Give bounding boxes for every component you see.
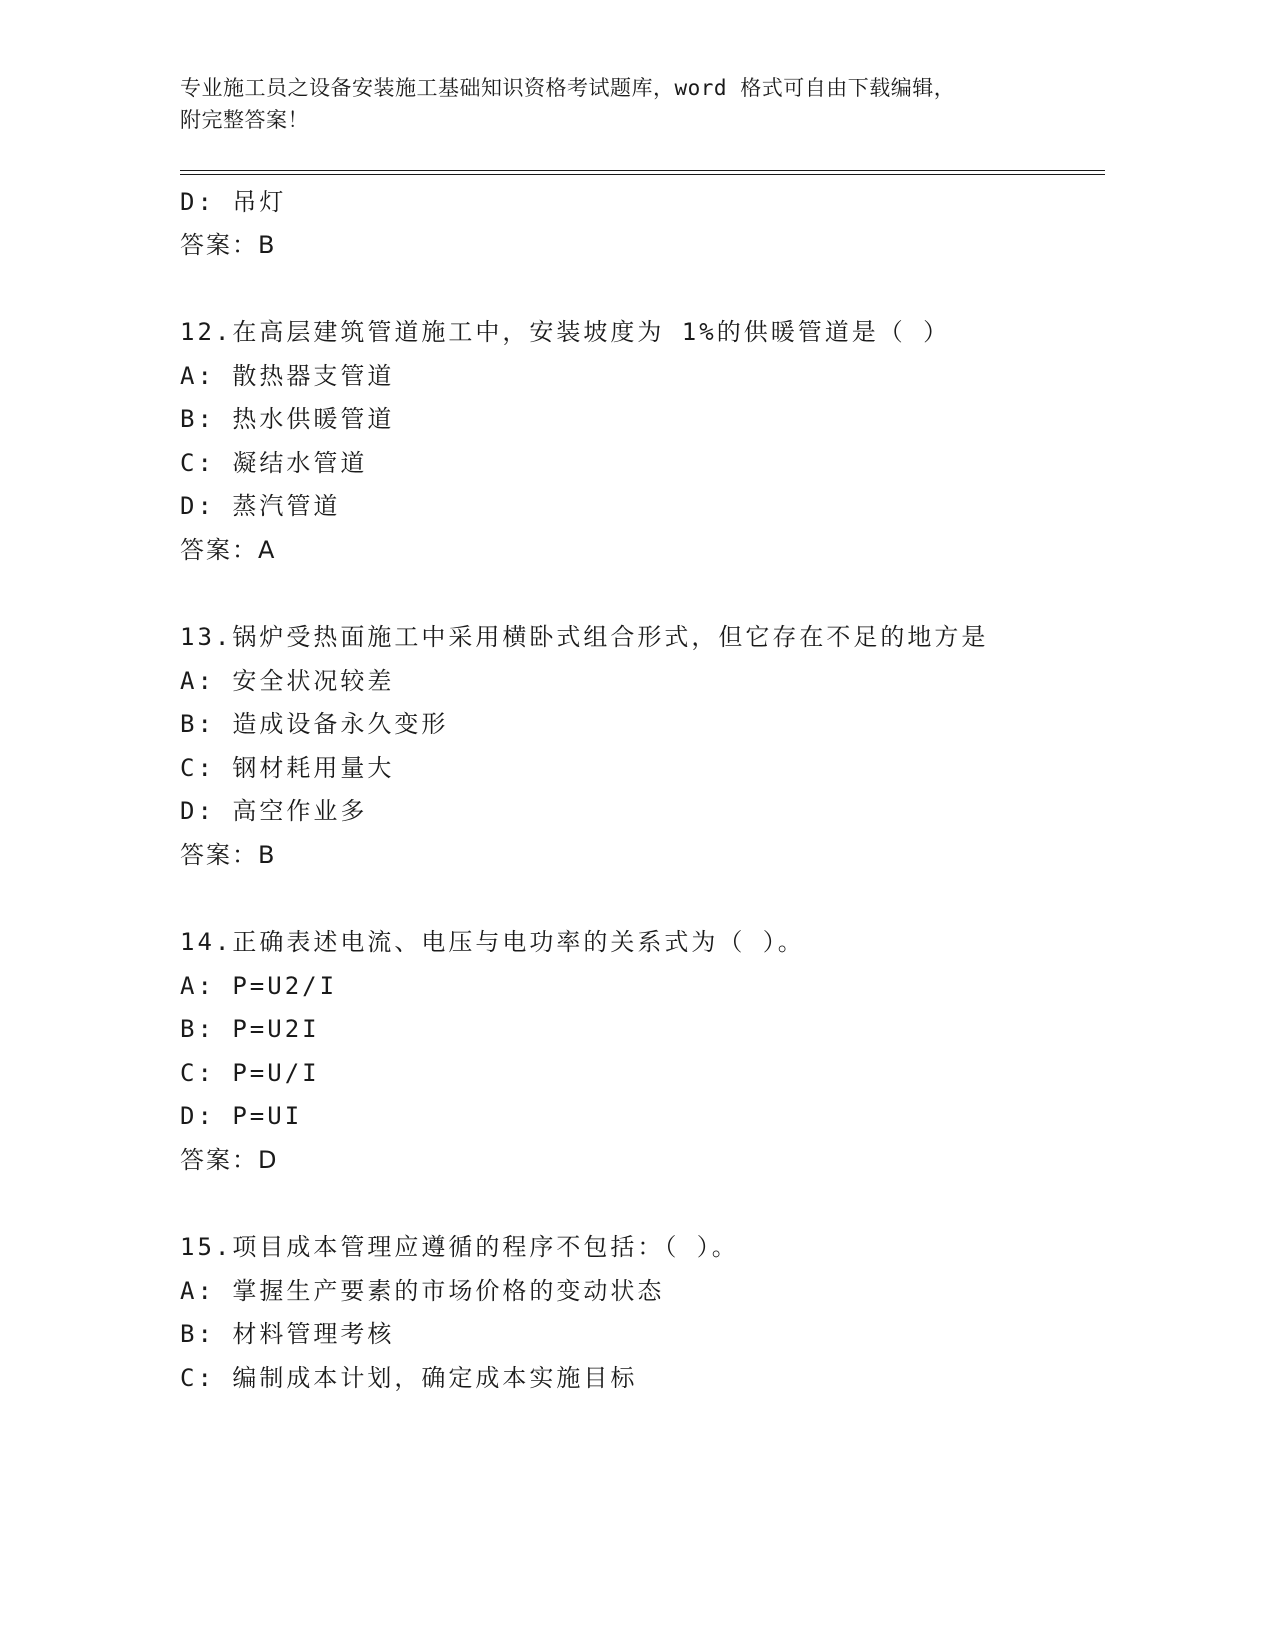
q14-option-b: B: P=U2I	[180, 1015, 320, 1043]
q15-stem: 15.项目成本管理应遵循的程序不包括：（ ）。	[180, 1233, 739, 1261]
q11-answer: 答案：B	[180, 231, 277, 259]
header-divider-bottom	[180, 174, 1105, 175]
header-title-line-2: 附完整答案！	[180, 108, 309, 132]
q12-option-d: D: 蒸汽管道	[180, 492, 341, 520]
q15-option-a: A: 掌握生产要素的市场价格的变动状态	[180, 1277, 665, 1305]
q12-option-c: C: 凝结水管道	[180, 449, 368, 477]
q12-option-a: A: 散热器支管道	[180, 362, 395, 390]
q15-option-c: C: 编制成本计划，确定成本实施目标	[180, 1364, 638, 1392]
q12-option-b: B: 热水供暖管道	[180, 405, 395, 433]
header-title-line-1: 专业施工员之设备安装施工基础知识资格考试题库，word 格式可自由下载编辑，	[180, 76, 956, 100]
q15-option-b: B: 材料管理考核	[180, 1320, 395, 1348]
q14-option-c: C: P=U/I	[180, 1059, 320, 1087]
q13-option-d: D: 高空作业多	[180, 797, 368, 825]
header-divider-top	[180, 170, 1105, 171]
q13-answer: 答案：B	[180, 841, 277, 869]
q14-stem: 14.正确表述电流、电压与电功率的关系式为（ ）。	[180, 928, 805, 956]
q13-option-b: B: 造成设备永久变形	[180, 710, 449, 738]
page-header	[180, 72, 1040, 136]
q14-option-a: A: P=U2/I	[180, 972, 338, 1000]
q14-answer: 答案：D	[180, 1146, 279, 1174]
q13-option-c: C: 钢材耗用量大	[180, 754, 395, 782]
q12-answer: 答案：A	[180, 536, 277, 564]
q14-option-d: D: P=UI	[180, 1102, 303, 1130]
q13-option-a: A: 安全状况较差	[180, 667, 395, 695]
q12-stem: 12.在高层建筑管道施工中，安装坡度为 1%的供暖管道是（ ）	[180, 318, 951, 346]
q13-stem: 13.锅炉受热面施工中采用横卧式组合形式，但它存在不足的地方是	[180, 623, 989, 651]
q11-option-d: D: 吊灯	[180, 188, 287, 216]
